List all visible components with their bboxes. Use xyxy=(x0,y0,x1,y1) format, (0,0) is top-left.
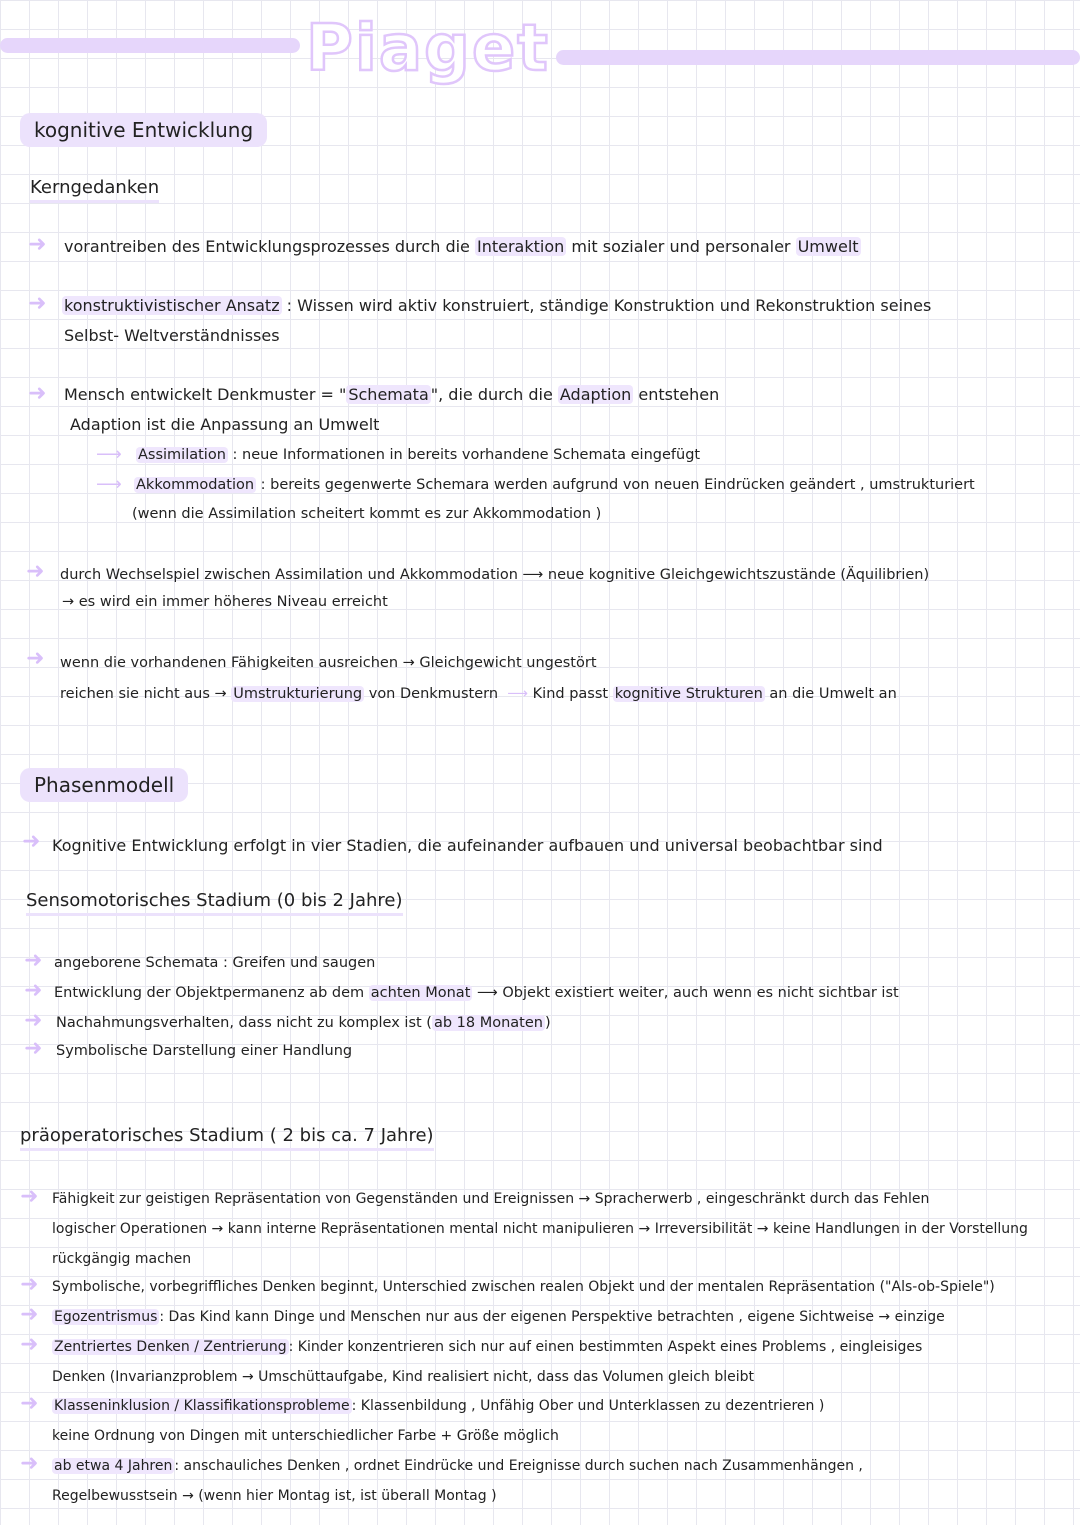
stage1-item-1: angeborene Schemata : Greifen und saugen xyxy=(54,955,376,971)
assimilation-definition: Assimilation : neue Informationen in bereits vorhandene Schemata eingefügt xyxy=(138,447,701,463)
bullet-arrow-icon: ➜ xyxy=(20,1302,39,1327)
subheading-kerngedanken: Kerngedanken xyxy=(30,177,159,203)
stage-title-praeoperatorisch: präoperatorisches Stadium ( 2 bis ca. 7 Jahre) xyxy=(20,1125,434,1151)
akkommodation-definition: Akkommodation : bereits gegenwerte Schemara werden aufgrund von neuen Eindrücken geändert , umstrukturiert xyxy=(136,477,975,493)
stage2-item-2: Symbolische, vorbegriffliches Denken beginnt, Unterschied zwischen realen Objekt und der mentalen Repräsentation ("Als-ob-Spiele") xyxy=(52,1279,995,1295)
kern-bullet-1: vorantreiben des Entwicklungsprozesses durch die Interaktion mit sozialer und personaler Umwelt xyxy=(64,237,859,256)
kern-bullet-5: wenn die vorhandenen Fähigkeiten ausreichen → Gleichgewicht ungestört xyxy=(60,655,597,671)
kern-bullet-4-line2: → es wird ein immer höheres Niveau erreicht xyxy=(62,594,388,610)
bullet-arrow-icon: ➜ xyxy=(20,1272,39,1297)
stage-title-sensomotorisch: Sensomotorisches Stadium (0 bis 2 Jahre) xyxy=(26,890,403,916)
bullet-arrow-icon: ➜ xyxy=(24,1008,43,1033)
bullet-arrow-icon: ➜ xyxy=(24,978,43,1003)
title-band-right xyxy=(556,50,1080,65)
sub-arrow-icon: ⟶ xyxy=(96,444,122,465)
bullet-arrow-icon: ➜ xyxy=(24,948,43,973)
bullet-arrow-icon: ➜ xyxy=(28,381,47,406)
stage1-item-2: Entwicklung der Objektpermanenz ab dem achten Monat ⟶ Objekt existiert weiter, auch wenn es nicht sichtbar ist xyxy=(54,985,899,1001)
bullet-arrow-icon: ➜ xyxy=(20,1184,39,1209)
kern-bullet-2-line2: Selbst- Weltverständnisses xyxy=(64,326,280,345)
stage2-item-1: Fähigkeit zur geistigen Repräsentation von Gegenständen und Ereignissen → Spracherwerb , eingeschränkt durch das Fehlen xyxy=(52,1191,930,1207)
stage2-item-6: ab etwa 4 Jahren : anschauliches Denken , ordnet Eindrücke und Ereignisse durch suchen nach Zusammenhängen , xyxy=(54,1458,863,1474)
bullet-arrow-icon: ➜ xyxy=(20,1391,39,1416)
bullet-arrow-icon: ➜ xyxy=(24,1036,43,1061)
stage1-item-3: Nachahmungsverhalten, dass nicht zu komplex ist ( ab 18 Monaten ) xyxy=(56,1015,551,1031)
stage2-item-3: Egozentrismus : Das Kind kann Dinge und Menschen nur aus der eigenen Perspektive betrachten , eigene Sichtweise → einzige xyxy=(54,1309,945,1325)
sub-arrow-icon: ⟶ xyxy=(96,474,122,495)
section-heading-kognitive-entwicklung: kognitive Entwicklung xyxy=(20,113,267,147)
bullet-arrow-icon: ➜ xyxy=(28,232,47,257)
kern-bullet-5-line2: reichen sie nicht aus → Umstrukturierung von Denkmustern ⟶ Kind passt kognitive Strukturen an die Umwelt an xyxy=(60,686,897,702)
kern-bullet-2: konstruktivistischer Ansatz : Wissen wird aktiv konstruiert, ständige Konstruktion und Rekonstruktion seines xyxy=(64,296,932,315)
phasen-intro: Kognitive Entwicklung erfolgt in vier Stadien, die aufeinander aufbauen und universal beobachtbar sind xyxy=(52,836,883,855)
bullet-arrow-icon: ➜ xyxy=(26,559,45,584)
stage2-item-1-line2: logischer Operationen → kann interne Repräsentationen mental nicht manipulieren → Irreversibilität → keine Handlungen in der Vorstellung xyxy=(52,1221,1028,1237)
kern-bullet-3-line2: Adaption ist die Anpassung an Umwelt xyxy=(70,415,380,434)
bullet-arrow-icon: ➜ xyxy=(28,291,47,316)
stage1-item-4: Symbolische Darstellung einer Handlung xyxy=(56,1043,353,1059)
stage2-item-4: Zentriertes Denken / Zentrierung : Kinder konzentrieren sich nur auf einen bestimmten Aspekt eines Problems , eingleisiges xyxy=(54,1339,923,1355)
page-title: Piaget xyxy=(306,12,550,86)
section-heading-phasenmodell: Phasenmodell xyxy=(20,768,188,802)
kern-bullet-3: Mensch entwickelt Denkmuster = " Schemata ", die durch die Adaption entstehen xyxy=(64,385,720,404)
kern-bullet-4: durch Wechselspiel zwischen Assimilation und Akkommodation ⟶ neue kognitive Gleichgewichtszustände (Äquilibrien) xyxy=(60,567,930,583)
bullet-arrow-icon: ➜ xyxy=(20,1332,39,1357)
stage2-item-5: Klasseninklusion / Klassifikationsprobleme : Klassenbildung , Unfähig Ober und Unterklassen zu dezentrieren ) xyxy=(54,1398,825,1414)
akkommodation-note: (wenn die Assimilation scheitert kommt es zur Akkommodation ) xyxy=(132,506,602,522)
bullet-arrow-icon: ➜ xyxy=(26,646,45,671)
title-band-left xyxy=(0,38,300,53)
stage2-item-6-line2: Regelbewusstsein → (wenn hier Montag ist, ist überall Montag ) xyxy=(52,1488,497,1504)
stage2-item-1-line3: rückgängig machen xyxy=(52,1251,192,1267)
stage2-item-4-line2: Denken (Invarianzproblem → Umschüttaufgabe, Kind realisiert nicht, dass das Volumen gleich bleibt xyxy=(52,1369,754,1385)
stage2-item-5-line2: keine Ordnung von Dingen mit unterschiedlicher Farbe + Größe möglich xyxy=(52,1428,559,1444)
bullet-arrow-icon: ➜ xyxy=(20,1451,39,1476)
bullet-arrow-icon: ➜ xyxy=(22,829,41,854)
